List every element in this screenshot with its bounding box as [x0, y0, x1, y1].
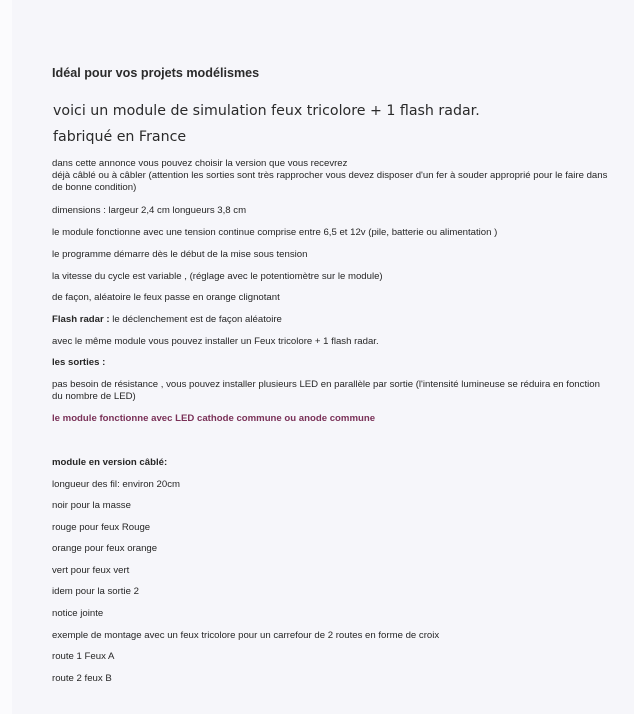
- wired-item: orange pour feux orange: [52, 543, 158, 554]
- wired-heading: module en version câblé:: [52, 457, 168, 468]
- version-choice-line-2: déjà câblé ou à câbler (attention les sorties sont très rapprocher vous devez disposer d'un fer à souder approprié pour le faire dans de bonne condition): [52, 170, 608, 193]
- wired-item: vert pour feux vert: [52, 565, 130, 576]
- random-orange-text: de façon, aléatoire le feux passe en orange clignotant: [52, 292, 280, 303]
- wired-item: route 1 Feux A: [52, 651, 115, 662]
- wired-item: idem pour la sortie 2: [52, 586, 139, 597]
- program-start-text: le programme démarre dès le début de la mise sous tension: [52, 249, 308, 260]
- wired-item: exemple de montage avec un feux tricolore pour un carrefour de 2 routes en forme de croix: [52, 630, 440, 641]
- intro-line-2: fabriqué en France: [53, 129, 187, 145]
- wired-item: rouge pour feux Rouge: [52, 522, 151, 533]
- wired-item: longueur des fil: environ 20cm: [52, 479, 180, 490]
- led-common-text: le module fonctionne avec LED cathode commune ou anode commune: [52, 413, 376, 424]
- intro-line-1: voici un module de simulation feux tricolore + 1 flash radar.: [53, 103, 480, 119]
- document-title: Idéal pour vos projets modélismes: [52, 66, 260, 80]
- outputs-heading: les sorties :: [52, 357, 106, 368]
- outputs-text: pas besoin de résistance , vous pouvez installer plusieurs LED en parallèle par sortie (l'intensité lumineuse se réduira en fonction du nombre de LED): [52, 379, 600, 402]
- voltage-text: le module fonctionne avec une tension continue comprise entre 6,5 et 12v (pile, batterie ou alimentation ): [52, 227, 498, 238]
- same-module-text: avec le même module vous pouvez installer un Feux tricolore + 1 flash radar.: [52, 336, 379, 347]
- version-choice-line-1: dans cette annonce vous pouvez choisir la version que vous recevrez: [52, 158, 348, 169]
- wired-item: route 2 feux B: [52, 673, 112, 684]
- flash-radar-label: Flash radar :: [52, 314, 110, 325]
- dimensions-text: dimensions : largeur 2,4 cm longueurs 3,8 cm: [52, 205, 247, 216]
- wired-item: notice jointe: [52, 608, 104, 619]
- cycle-speed-text: la vitesse du cycle est variable , (réglage avec le potentiomètre sur le module): [52, 271, 383, 282]
- wired-item: noir pour la masse: [52, 500, 131, 511]
- flash-radar-text: le déclenchement est de façon aléatoire: [109, 314, 282, 325]
- flash-radar-paragraph: [52, 314, 282, 326]
